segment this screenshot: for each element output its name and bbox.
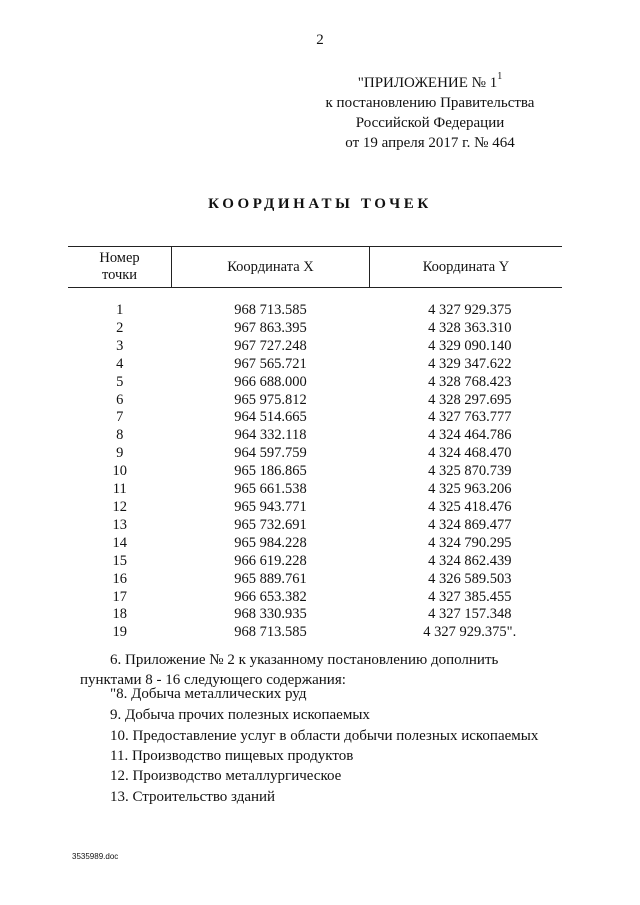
table-row: [68, 427, 562, 445]
paragraph-6-line1: 6. Приложение № 2 к указанному постановлению дополнить: [110, 652, 499, 668]
cell-point-number: 8: [116, 427, 124, 444]
cell-point-number: 4: [116, 355, 124, 372]
cell-coordinate-x: 964 597.759: [234, 445, 307, 462]
table-row: [68, 589, 562, 607]
table-row: [68, 392, 562, 410]
header-point-number: [68, 247, 172, 288]
cell-coordinate-x: 968 330.935: [234, 606, 307, 623]
list-item: 11. Производство пищевых продуктов: [110, 748, 354, 764]
appendix-line4: от 19 апреля 2017 г. № 464: [345, 135, 515, 151]
file-code: 3535989.doc: [72, 852, 119, 861]
cell-coordinate-y: 4 324 790.295: [428, 534, 512, 551]
table-header-row: [68, 247, 562, 288]
cell-coordinate-y: 4 326 589.503: [428, 570, 512, 587]
table-row: [68, 624, 562, 642]
cell-point-number: 13: [112, 516, 127, 533]
cell-coordinate-x: 965 186.865: [234, 463, 307, 480]
cell-coordinate-y: 4 327 929.375: [428, 302, 512, 318]
cell-point-number: 15: [112, 552, 127, 569]
table-row: [68, 517, 562, 535]
table-row: [68, 499, 562, 517]
paragraph-6: [80, 650, 560, 690]
table-row: [68, 338, 562, 356]
cell-coordinate-y: 4 328 297.695: [428, 391, 512, 408]
cell-coordinate-x: 965 943.771: [234, 498, 307, 515]
table-row: [68, 535, 562, 553]
cell-point-number: 3: [116, 337, 124, 354]
cell-coordinate-x: 965 889.761: [234, 570, 307, 587]
table-spacer: [68, 288, 562, 303]
cell-point-number: 12: [112, 498, 127, 515]
cell-coordinate-y: 4 324 468.470: [428, 445, 512, 462]
header-coordinate-x: Координата X: [172, 247, 370, 288]
list-item: 9. Добыча прочих полезных ископаемых: [110, 707, 370, 723]
cell-coordinate-y: 4 329 347.622: [428, 355, 512, 372]
cell-coordinate-x: 966 653.382: [234, 588, 307, 605]
cell-coordinate-x: 965 661.538: [234, 481, 307, 498]
table-row: [68, 571, 562, 589]
cell-coordinate-x: 965 975.812: [234, 391, 307, 408]
cell-coordinate-x: 967 727.248: [234, 337, 307, 354]
table-row: [68, 320, 562, 338]
cell-coordinate-y: 4 325 963.206: [428, 481, 512, 498]
cell-coordinate-y: 4 327 929.375".: [423, 624, 517, 641]
table-row: [68, 356, 562, 374]
cell-coordinate-y: 4 327 763.777: [428, 409, 512, 426]
list-item: 12. Производство металлургическое: [110, 768, 342, 784]
appendix-superscript: 1: [497, 71, 503, 82]
appendix-line3: Российской Федерации: [355, 115, 505, 131]
cell-point-number: 1: [116, 302, 124, 318]
cell-coordinate-x: 964 332.118: [234, 427, 307, 444]
cell-coordinate-x: 968 713.585: [234, 624, 307, 641]
cell-point-number: 18: [112, 606, 127, 623]
table-row: [68, 553, 562, 571]
cell-coordinate-x: 965 732.691: [234, 516, 307, 533]
table-body: [68, 288, 562, 643]
cell-coordinate-x: 964 514.665: [234, 409, 307, 426]
cell-coordinate-x: 968 713.585: [234, 302, 307, 318]
appendix-line1: [300, 69, 560, 93]
cell-coordinate-y: 4 327 385.455: [428, 588, 512, 605]
cell-coordinate-x: 965 984.228: [234, 534, 307, 551]
cell-coordinate-y: 4 324 464.786: [428, 427, 512, 444]
table-row: [68, 463, 562, 481]
header-coordinate-y: Координата Y: [422, 258, 510, 275]
paragraph-6-line2: пунктами 8 - 16 следующего содержания:: [80, 672, 346, 688]
cell-point-number: 7: [116, 409, 124, 426]
table-row: [68, 445, 562, 463]
coordinates-table: [68, 246, 562, 642]
cell-point-number: 2: [116, 319, 124, 336]
list-item: "8. Добыча металлических руд: [110, 686, 307, 702]
cell-coordinate-y: 4 324 869.477: [428, 516, 512, 533]
table-row: [68, 374, 562, 392]
document-title: КООРДИНАТЫ ТОЧЕК: [208, 196, 432, 212]
cell-coordinate-y: 4 327 157.348: [428, 606, 512, 623]
cell-coordinate-x: 967 565.721: [234, 355, 307, 372]
page-number: 2: [316, 32, 324, 48]
cell-point-number: 5: [116, 373, 124, 390]
header-point-line1: Номер: [99, 250, 140, 266]
cell-point-number: 11: [112, 481, 127, 498]
cell-coordinate-y: 4 325 418.476: [428, 498, 512, 515]
table-row: [68, 302, 562, 320]
cell-coordinate-y: 4 324 862.439: [428, 552, 512, 569]
appendix-header: [300, 69, 560, 153]
cell-coordinate-x: 967 863.395: [234, 319, 307, 336]
header-point-line2: точки: [101, 267, 138, 283]
cell-point-number: 9: [116, 445, 124, 462]
cell-point-number: 16: [112, 570, 127, 587]
cell-coordinate-y: 4 328 363.310: [428, 319, 512, 336]
cell-coordinate-y: 4 325 870.739: [428, 463, 512, 480]
list-item: 10. Предоставление услуг в области добычи полезных ископаемых: [110, 728, 539, 744]
cell-point-number: 6: [116, 391, 124, 408]
table-row: [68, 606, 562, 624]
appendix-line2: к постановлению Правительства: [325, 95, 535, 111]
table-row: [68, 481, 562, 499]
appendix-title: "ПРИЛОЖЕНИЕ № 1: [357, 75, 498, 91]
cell-coordinate-x: 966 619.228: [234, 552, 307, 569]
table-row: [68, 409, 562, 427]
cell-coordinate-y: 4 329 090.140: [428, 337, 512, 354]
list-item: 13. Строительство зданий: [110, 789, 276, 805]
cell-point-number: 10: [112, 463, 127, 480]
cell-coordinate-y: 4 328 768.423: [428, 373, 512, 390]
cell-coordinate-x: 966 688.000: [234, 373, 307, 390]
cell-point-number: 14: [112, 534, 127, 551]
cell-point-number: 17: [112, 588, 127, 605]
cell-point-number: 19: [112, 624, 127, 641]
